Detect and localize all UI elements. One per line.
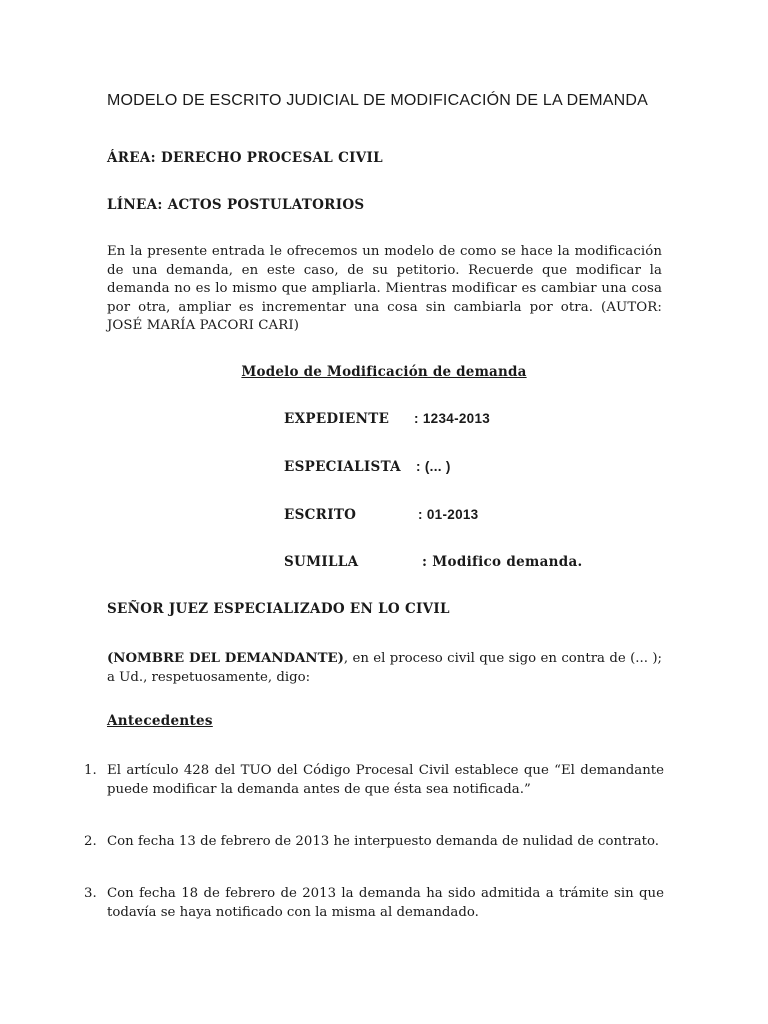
sumilla-value: : Modifico demanda. <box>422 554 583 570</box>
list-item-text: Con fecha 18 de febrero de 2013 la demanda ha sido admitida a trámite sin que todavía se haya notificado con la misma al demandado. <box>107 886 664 920</box>
document-title: MODELO DE ESCRITO JUDICIAL DE MODIFICACIÓN DE LA DEMANDA <box>107 92 649 109</box>
list-item-number: 1. <box>84 763 97 778</box>
antecedentes-title: Antecedentes <box>107 713 213 729</box>
linea-heading: LÍNEA: ACTOS POSTULATORIOS <box>107 197 365 213</box>
party-paragraph <box>107 650 662 687</box>
especialista-value: : (... ) <box>416 459 451 474</box>
escrito-label: ESCRITO <box>284 507 357 523</box>
list-item-text: Con fecha 13 de febrero de 2013 he interpuesto demanda de nulidad de contrato. <box>107 834 660 849</box>
list-item <box>84 885 664 922</box>
list-item-text: El artículo 428 del TUO del Código Procesal Civil establece que “El demandante puede modificar la demanda antes de que ésta sea notificada.” <box>107 763 664 797</box>
list-item-number: 3. <box>84 886 97 901</box>
party-name: (NOMBRE DEL DEMANDANTE) <box>107 651 344 666</box>
intro-paragraph: En la presente entrada le ofrecemos un modelo de como se hace la modificación de una demanda, en este caso, de su petitorio. Recuerde que modificar la demanda no es lo mismo que ampliarla. Mientras modificar es cambiar una cosa por otra, ampliar es incrementar una cosa sin cambiarla por otra. (AUTOR: JOSÉ MARÍA PACORI CARI) <box>107 244 662 333</box>
party-text: , en el proceso civil que sigo en contra de (... ); a Ud., respetuosamente, digo: <box>107 651 662 685</box>
sumilla-label: SUMILLA <box>284 554 359 570</box>
list-item <box>84 762 664 799</box>
expediente-label: EXPEDIENTE <box>284 411 390 427</box>
area-heading: ÁREA: DERECHO PROCESAL CIVIL <box>107 150 383 166</box>
modelo-title: Modelo de Modificación de demanda <box>241 364 527 380</box>
salutation: SEÑOR JUEZ ESPECIALIZADO EN LO CIVIL <box>107 601 450 617</box>
expediente-value: : 1234-2013 <box>414 411 491 426</box>
especialista-label: ESPECIALISTA <box>284 459 401 475</box>
escrito-value: : 01-2013 <box>418 507 479 522</box>
list-item <box>84 833 664 852</box>
list-item-number: 2. <box>84 834 97 849</box>
